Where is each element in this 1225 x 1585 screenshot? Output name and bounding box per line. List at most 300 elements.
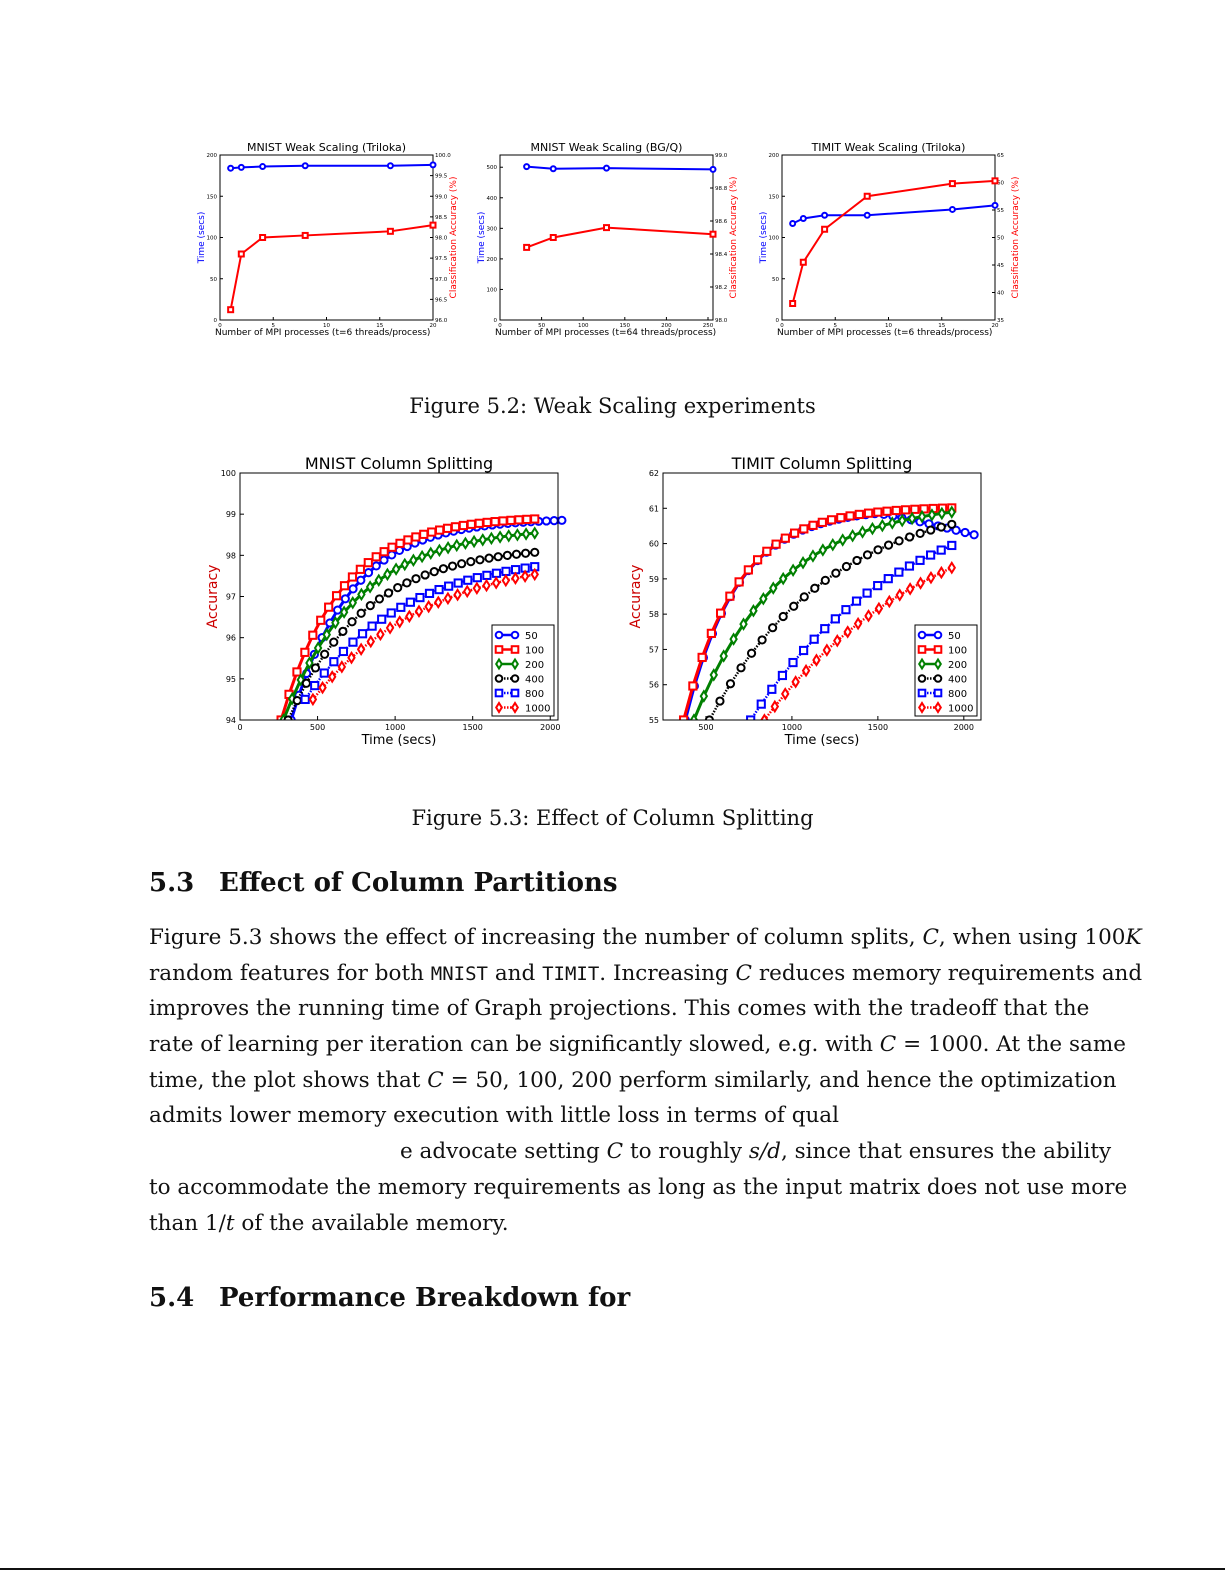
- data-point: [431, 162, 436, 167]
- y-tick-label: 50: [772, 276, 779, 283]
- data-point: [340, 648, 347, 655]
- legend-marker: [496, 646, 503, 653]
- data-point: [748, 650, 755, 657]
- data-point: [428, 548, 434, 558]
- data-point: [480, 535, 486, 545]
- data-point: [948, 521, 955, 528]
- data-point: [293, 668, 300, 675]
- data-point: [879, 521, 885, 531]
- data-point: [377, 630, 383, 640]
- data-point: [493, 578, 499, 588]
- data-point: [412, 575, 419, 582]
- data-point: [388, 551, 395, 558]
- x-tick-label: 10: [885, 323, 892, 329]
- y-tick-label: 56: [648, 680, 659, 690]
- data-point: [378, 616, 385, 623]
- data-point: [927, 526, 934, 533]
- data-point: [716, 697, 723, 704]
- legend-marker: [919, 675, 926, 682]
- weak-scaling-timit-triloka-chart: [752, 138, 1032, 343]
- data-point: [396, 540, 403, 547]
- data-point: [948, 542, 955, 549]
- data-point: [801, 593, 808, 600]
- data-point: [928, 573, 934, 583]
- data-point: [502, 568, 509, 575]
- legend-marker: [496, 632, 503, 639]
- y2-tick-label: 98.0: [435, 235, 448, 242]
- data-point: [907, 584, 913, 594]
- section-title: Effect of Column Partitions: [219, 868, 618, 898]
- x-tick-label: 15: [376, 323, 384, 329]
- data-point: [950, 181, 955, 186]
- legend-marker: [919, 646, 926, 653]
- y2-tick-label: 99.0: [435, 194, 448, 201]
- data-point: [895, 537, 902, 544]
- x-tick-label: 200: [661, 323, 672, 329]
- data-point: [885, 542, 892, 549]
- y-axis-label: Time (secs): [197, 211, 207, 264]
- legend-label-100: 100: [948, 645, 968, 657]
- y-axis-label: Time (secs): [759, 211, 769, 264]
- data-point: [811, 636, 818, 643]
- data-point: [368, 637, 374, 647]
- series-line-accuracy: [793, 181, 995, 304]
- y-tick-label: 100: [768, 235, 779, 242]
- y-tick-label: 55: [648, 716, 659, 725]
- data-point: [850, 531, 856, 541]
- data-point: [822, 577, 829, 584]
- chart-title: TIMIT Weak Scaling (Triloka): [811, 141, 966, 154]
- data-point: [897, 590, 903, 600]
- y-axis-label: Accuracy: [628, 564, 644, 629]
- data-point: [689, 682, 696, 689]
- data-point: [893, 507, 900, 514]
- data-point: [330, 639, 337, 646]
- data-point: [497, 532, 503, 542]
- data-point: [916, 557, 923, 564]
- timit-column-splitting-chart: [618, 450, 998, 752]
- data-point: [484, 519, 491, 526]
- x-tick-label: 20: [991, 323, 999, 329]
- data-point: [820, 545, 826, 555]
- legend-label-800: 800: [948, 689, 968, 700]
- y-axis-label: Accuracy: [205, 564, 221, 629]
- data-point: [357, 566, 364, 573]
- plot-frame: [220, 155, 433, 320]
- mnist-column-splitting-chart: [195, 450, 575, 752]
- data-point: [869, 524, 875, 534]
- legend-marker: [919, 632, 926, 639]
- data-point: [394, 584, 401, 591]
- y2-tick-label: 99.0: [715, 153, 728, 159]
- data-point: [373, 553, 380, 560]
- paragraph-line: Figure 5.3 shows the effect of increasing the number of column splits, C, when using 100K: [149, 925, 1142, 950]
- data-point: [321, 651, 328, 658]
- y2-tick-label: 50: [997, 235, 1004, 242]
- paragraph-line: admits lower memory execution with little loss in terms of qual: [149, 1103, 839, 1129]
- data-point: [727, 680, 734, 687]
- data-point: [604, 225, 609, 230]
- data-point: [906, 562, 913, 569]
- y2-tick-label: 100.0: [435, 153, 451, 159]
- legend-marker: [935, 675, 942, 682]
- data-point: [464, 577, 471, 584]
- data-point: [373, 562, 380, 569]
- y2-tick-label: 65: [997, 153, 1004, 159]
- data-point: [301, 649, 308, 656]
- x-tick-label: 0: [780, 323, 784, 329]
- y-tick-label: 0: [775, 318, 779, 324]
- y2-tick-label: 98.8: [715, 186, 728, 192]
- data-point: [426, 590, 433, 597]
- paragraph-line: improves the running time of Graph projections. This comes with the tradeoff that the: [149, 996, 1090, 1022]
- data-point: [412, 533, 419, 540]
- y2-tick-label: 60: [997, 180, 1004, 187]
- data-point: [865, 611, 871, 621]
- data-point: [410, 555, 416, 565]
- data-point: [436, 526, 443, 533]
- data-point: [843, 563, 850, 570]
- x-tick-label: 10: [323, 323, 330, 329]
- legend-label-200: 200: [525, 660, 545, 671]
- data-point: [464, 587, 470, 597]
- data-point: [349, 573, 356, 580]
- data-point: [349, 639, 356, 646]
- data-point: [407, 599, 414, 606]
- data-point: [865, 194, 870, 199]
- x-tick-label: 1000: [384, 723, 406, 732]
- legend-marker: [935, 646, 942, 653]
- y2-tick-label: 35: [997, 318, 1004, 324]
- legend-label-800: 800: [525, 689, 545, 700]
- data-point: [339, 628, 346, 635]
- legend-label-200: 200: [948, 660, 968, 671]
- data-point: [832, 615, 839, 622]
- data-point: [551, 235, 556, 240]
- y-tick-label: 300: [486, 226, 497, 233]
- data-point: [523, 516, 530, 523]
- data-point: [864, 551, 871, 558]
- data-point: [513, 551, 520, 558]
- data-point: [309, 632, 316, 639]
- legend-label-50: 50: [948, 631, 961, 642]
- data-point: [455, 590, 461, 600]
- paragraph-line: to accommodate the memory requirements as long as the input matrix does not use more: [149, 1174, 1128, 1200]
- y2-tick-label: 96.0: [435, 318, 448, 324]
- data-point: [726, 593, 733, 600]
- y-tick-label: 61: [648, 504, 659, 514]
- data-point: [790, 301, 795, 306]
- data-point: [428, 528, 435, 535]
- data-point: [435, 597, 441, 607]
- data-point: [938, 546, 945, 553]
- data-point: [763, 548, 770, 555]
- data-point: [483, 581, 489, 591]
- data-point: [883, 508, 890, 515]
- legend-label-1000: 1000: [525, 703, 551, 715]
- data-point: [524, 164, 529, 169]
- data-point: [416, 594, 423, 601]
- data-point: [445, 583, 452, 590]
- x-tick-label: 250: [702, 323, 714, 329]
- data-point: [551, 166, 556, 171]
- data-point: [531, 515, 538, 522]
- data-point: [917, 578, 923, 588]
- legend-label-400: 400: [948, 674, 968, 686]
- data-point: [514, 530, 520, 540]
- figure-5-3-caption: Figure 5.3: Effect of Column Splitting: [411, 806, 814, 830]
- data-point: [312, 664, 319, 671]
- data-point: [303, 233, 308, 238]
- plot-frame: [500, 155, 713, 320]
- data-point: [357, 577, 364, 584]
- data-point: [754, 556, 761, 563]
- data-point: [523, 529, 529, 539]
- data-point: [532, 528, 538, 538]
- data-point: [471, 537, 477, 547]
- x-tick-label: 5: [833, 323, 837, 329]
- data-point: [855, 619, 861, 629]
- data-point: [711, 167, 716, 172]
- data-point: [790, 603, 797, 610]
- data-point: [524, 245, 529, 250]
- y2-tick-label: 97.0: [435, 276, 448, 283]
- y2-tick-label: 96.5: [435, 297, 448, 304]
- data-point: [874, 582, 881, 589]
- data-point: [745, 566, 752, 573]
- data-point: [886, 597, 892, 607]
- data-point: [789, 659, 796, 666]
- data-point: [503, 576, 509, 586]
- section-5-3-heading: [149, 868, 618, 898]
- data-point: [404, 536, 411, 543]
- data-point: [436, 545, 442, 555]
- plot-frame: [782, 155, 995, 320]
- data-point: [239, 165, 244, 170]
- data-point: [403, 579, 410, 586]
- x-tick-label: 5: [271, 323, 275, 329]
- data-point: [406, 611, 412, 621]
- legend-marker: [512, 703, 518, 712]
- data-point: [874, 509, 881, 516]
- legend-marker: [496, 675, 503, 682]
- legend-box: [915, 625, 977, 716]
- legend-marker: [512, 690, 519, 697]
- x-tick-label: 15: [938, 323, 946, 329]
- data-point: [416, 606, 422, 616]
- x-tick-label: 2000: [540, 723, 561, 732]
- y-tick-label: 100: [206, 235, 217, 242]
- x-tick-label: 20: [429, 323, 437, 329]
- data-point: [388, 163, 393, 168]
- data-point: [917, 530, 924, 537]
- data-point: [507, 517, 514, 524]
- y2-tick-label: 45: [997, 263, 1004, 269]
- y-tick-label: 400: [486, 195, 497, 202]
- y-tick-label: 96: [225, 633, 236, 643]
- x-tick-label: 0: [498, 323, 502, 329]
- data-point: [260, 164, 265, 169]
- data-point: [431, 568, 438, 575]
- y-tick-label: 60: [648, 539, 659, 549]
- data-point: [769, 624, 776, 631]
- data-point: [842, 606, 849, 613]
- y-tick-label: 200: [206, 153, 217, 159]
- data-point: [768, 686, 775, 693]
- data-point: [419, 552, 425, 562]
- y-tick-label: 0: [493, 318, 497, 324]
- data-point: [512, 573, 518, 583]
- data-point: [493, 570, 500, 577]
- x-tick-label: 500: [309, 723, 326, 732]
- y2-tick-label: 98.5: [435, 214, 448, 221]
- y2-tick-label: 98.0: [715, 318, 728, 324]
- legend-marker: [496, 703, 502, 712]
- y-axis-label: Time (secs): [477, 211, 487, 264]
- data-point: [426, 602, 432, 612]
- data-point: [717, 610, 724, 617]
- y-tick-label: 95: [225, 674, 236, 684]
- data-point: [962, 529, 969, 536]
- data-point: [938, 568, 944, 578]
- data-point: [388, 609, 395, 616]
- data-point: [435, 586, 442, 593]
- data-point: [468, 521, 475, 528]
- data-point: [506, 531, 512, 541]
- y2-tick-label: 98.4: [715, 252, 728, 258]
- data-point: [385, 589, 392, 596]
- data-point: [906, 533, 913, 540]
- paragraph-line: e advocate setting C to roughly s/d, since that ensures the ability: [400, 1139, 1112, 1165]
- y2-axis-label: Classification Accuracy (%): [449, 176, 459, 299]
- data-point: [758, 636, 765, 643]
- data-point: [483, 572, 490, 579]
- y-tick-label: 94: [225, 716, 236, 725]
- data-point: [228, 307, 233, 312]
- data-point: [824, 645, 830, 655]
- y-tick-label: 100: [486, 287, 497, 294]
- y2-tick-label: 97.5: [435, 256, 448, 263]
- page-bottom-rule: [0, 1568, 1225, 1570]
- data-point: [993, 178, 998, 183]
- data-point: [708, 630, 715, 637]
- data-point: [840, 535, 846, 545]
- data-point: [397, 604, 404, 611]
- y-tick-label: 99: [225, 510, 236, 520]
- data-point: [865, 213, 870, 218]
- y2-axis-label: Classification Accuracy (%): [729, 176, 739, 299]
- legend-label-100: 100: [525, 645, 545, 657]
- figure-5-2-caption: Figure 5.2: Weak Scaling experiments: [409, 394, 816, 418]
- x-tick-label: 500: [698, 723, 714, 732]
- legend-marker: [512, 675, 519, 682]
- data-point: [397, 617, 403, 627]
- data-point: [302, 696, 309, 703]
- data-point: [303, 163, 308, 168]
- data-point: [474, 574, 481, 581]
- y-tick-label: 100: [220, 469, 236, 478]
- data-point: [927, 551, 934, 558]
- legend-marker: [496, 690, 503, 697]
- legend-marker: [935, 703, 941, 712]
- data-point: [492, 518, 499, 525]
- data-point: [294, 697, 301, 704]
- data-point: [467, 558, 474, 565]
- data-point: [810, 551, 816, 561]
- legend-marker: [935, 660, 941, 669]
- y-tick-label: 62: [648, 469, 659, 478]
- data-point: [420, 531, 427, 538]
- data-point: [819, 519, 826, 526]
- data-point: [950, 207, 955, 212]
- data-point: [474, 583, 480, 593]
- y-tick-label: 98: [225, 551, 236, 561]
- x-tick-label: 0: [237, 723, 243, 732]
- data-point: [376, 595, 383, 602]
- data-point: [369, 623, 376, 630]
- legend-marker: [512, 632, 519, 639]
- data-point: [431, 223, 436, 228]
- data-point: [822, 227, 827, 232]
- data-point: [828, 516, 835, 523]
- y-tick-label: 57: [648, 645, 659, 655]
- data-point: [380, 556, 387, 563]
- y-tick-label: 97: [225, 592, 236, 602]
- data-point: [821, 625, 828, 632]
- data-point: [949, 563, 955, 573]
- x-axis-label: Time (secs): [361, 733, 437, 748]
- x-tick-label: 50: [538, 323, 546, 329]
- paragraph-line: than 1/t of the available memory.: [149, 1210, 509, 1236]
- data-point: [737, 664, 744, 671]
- data-point: [388, 544, 395, 551]
- chart-title: MNIST Weak Scaling (BG/Q): [530, 141, 683, 154]
- x-tick-label: 150: [619, 323, 631, 329]
- x-axis-label: Number of MPI processes (t=64 threads/process): [495, 328, 717, 338]
- data-point: [228, 166, 233, 171]
- data-point: [445, 543, 451, 553]
- data-point: [551, 517, 558, 524]
- legend-marker: [935, 690, 942, 697]
- data-point: [440, 565, 447, 572]
- data-point: [444, 525, 451, 532]
- data-point: [402, 560, 408, 570]
- data-point: [504, 552, 511, 559]
- data-point: [736, 578, 743, 585]
- data-point: [522, 571, 528, 581]
- data-point: [381, 548, 388, 555]
- legend-label-1000: 1000: [948, 703, 974, 715]
- data-point: [874, 546, 881, 553]
- data-point: [485, 555, 492, 562]
- weak-scaling-mnist-bgq-chart: [470, 138, 750, 343]
- y-tick-label: 200: [486, 256, 497, 263]
- data-point: [260, 235, 265, 240]
- data-point: [846, 512, 853, 519]
- x-tick-label: 0: [218, 323, 222, 329]
- data-point: [800, 647, 807, 654]
- paragraph-line: random features for both MNIST and TIMIT. Increasing C reduces memory requirements and: [149, 960, 1143, 986]
- data-point: [325, 604, 332, 611]
- data-point: [515, 516, 522, 523]
- legend-marker: [919, 690, 926, 697]
- data-point: [801, 260, 806, 265]
- data-point: [460, 522, 467, 529]
- y-tick-label: 58: [648, 610, 659, 620]
- data-point: [311, 682, 318, 689]
- paragraph-line: rate of learning per iteration can be significantly slowed, e.g. with C = 1000. At the same: [149, 1032, 1126, 1058]
- section-title: Performance Breakdown for: [219, 1283, 631, 1313]
